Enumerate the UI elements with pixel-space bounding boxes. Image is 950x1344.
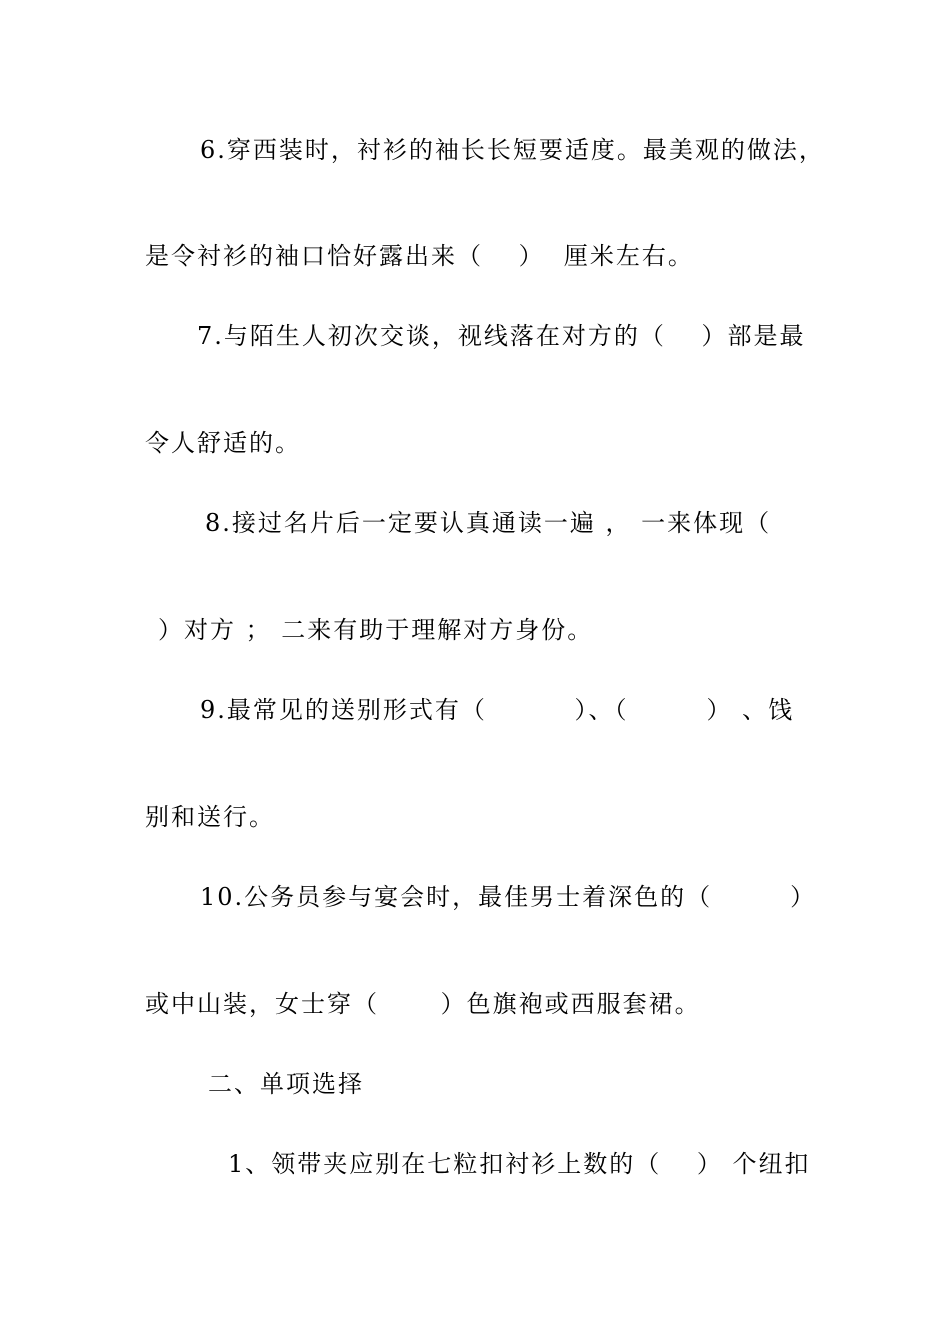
question-7-line-1: 7.与陌生人初次交谈，视线落在对方的（ ）部是最 (197, 322, 806, 350)
question-6-line-2: 是令衬衫的袖口恰好露出来（ ） 厘米左右。 (145, 242, 694, 270)
question-8-line-1: 8.接过名片后一定要认真通读一遍 ， 一来体现（ (205, 509, 772, 537)
question-10-line-1: 10.公务员参与宴会时，最佳男士着深色的（ ） (200, 883, 817, 911)
question-9-line-2: 别和送行。 (145, 803, 275, 831)
question-8-line-2: ）对方 ； 二来有助于理解对方身份。 (158, 616, 594, 644)
question-10-line-2: 或中山装，女士穿（ ）色旗袍或西服套裙。 (145, 990, 701, 1018)
section-heading-single-choice: 二、单项选择 (208, 1070, 364, 1098)
question-9-line-1: 9.最常见的送别形式有（ ）、（ ） 、饯 (200, 696, 795, 724)
question-6-line-1: 6.穿西装时，衬衫的袖长长短要适度。最美观的做法， (200, 136, 825, 164)
question-7-line-2: 令人舒适的。 (145, 429, 301, 457)
choice-question-1-line-1: 1、领带夹应别在七粒扣衬衫上数的（ ） 个纽扣 (228, 1150, 811, 1178)
